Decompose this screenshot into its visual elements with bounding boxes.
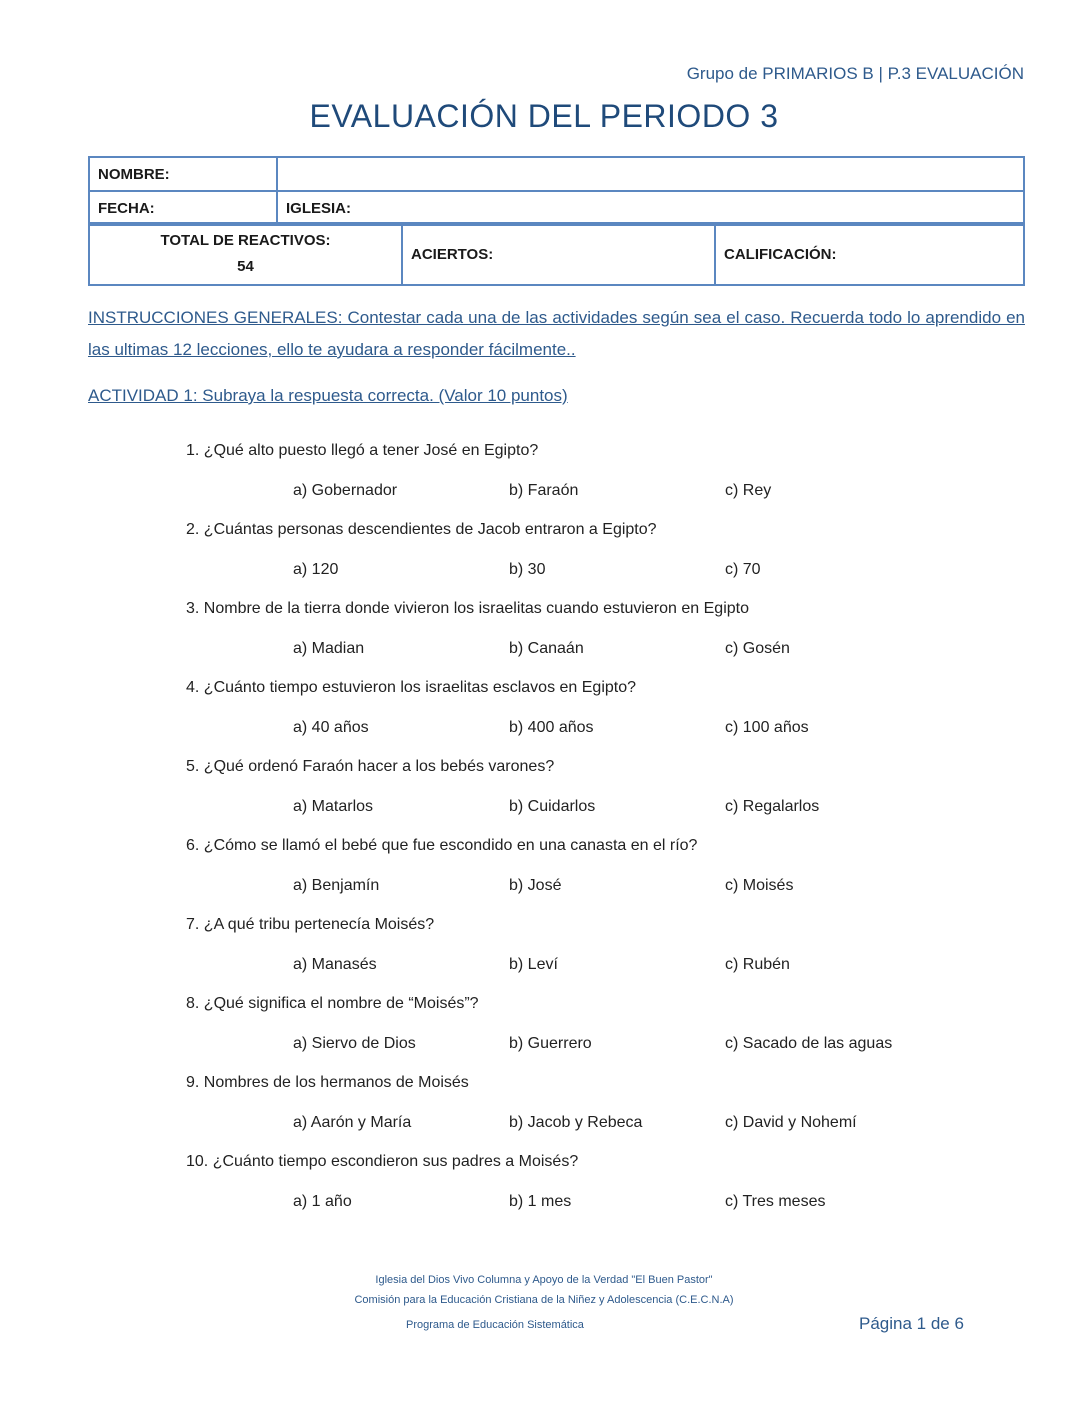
question-text: 5. ¿Qué ordenó Faraón hacer a los bebés varones?: [186, 758, 555, 775]
general-instructions: INSTRUCCIONES GENERALES: Contestar cada una de las actividades según sea el caso. Recuerda todo lo aprendido en las ultimas 12 lecciones, ello te ayudara a responder fácilmente..: [88, 308, 1025, 359]
answer-options: [186, 715, 1006, 741]
total-value: 54: [237, 258, 254, 275]
date-field[interactable]: [89, 191, 277, 225]
answer-options: [186, 478, 1006, 504]
answer-option[interactable]: a) Madian: [293, 640, 365, 657]
question-item: [186, 438, 1006, 517]
answer-option[interactable]: a) Aarón y María: [293, 1114, 412, 1131]
student-info-table: [88, 156, 1025, 226]
answer-option[interactable]: c) Regalarlos: [725, 798, 820, 815]
answer-option[interactable]: c) Rey: [725, 482, 772, 499]
grade-label: CALIFICACIÓN:: [724, 245, 837, 263]
question-text: 6. ¿Cómo se llamó el bebé que fue escondido en una canasta en el río?: [186, 837, 698, 854]
answer-option[interactable]: a) Siervo de Dios: [293, 1035, 416, 1052]
question-item: [186, 517, 1006, 596]
church-field[interactable]: [277, 191, 1024, 225]
grade-field[interactable]: [715, 223, 1024, 285]
answer-option[interactable]: a) 120: [293, 561, 339, 578]
total-cell: [89, 223, 402, 285]
question-text: 10. ¿Cuánto tiempo escondieron sus padres a Moisés?: [186, 1153, 579, 1170]
question-text: 1. ¿Qué alto puesto llegó a tener José en Egipto?: [186, 442, 539, 459]
page-number: Página 1 de 6: [859, 1314, 964, 1333]
question-text: 8. ¿Qué significa el nombre de “Moisés”?: [186, 995, 479, 1012]
answer-option[interactable]: a) Manasés: [293, 956, 377, 973]
group-label: Grupo de PRIMARIOS B | P.3 EVALUACIÓN: [686, 64, 1024, 83]
footer-commission: Comisión para la Educación Cristiana de la Niñez y Adolescencia (C.E.C.N.A): [354, 1294, 734, 1306]
question-item: [186, 675, 1006, 754]
answer-options: [186, 952, 1006, 978]
question-text: 2. ¿Cuántas personas descendientes de Jacob entraron a Egipto?: [186, 521, 657, 538]
answer-option[interactable]: a) Matarlos: [293, 798, 374, 815]
answer-option[interactable]: c) 100 años: [725, 719, 809, 736]
name-field[interactable]: [277, 157, 1024, 191]
answer-option[interactable]: c) Moisés: [725, 877, 794, 894]
question-list: [186, 438, 1006, 1228]
question-item: [186, 596, 1006, 675]
answer-option[interactable]: c) Rubén: [725, 956, 790, 973]
answer-options: [186, 636, 1006, 662]
date-label: FECHA:: [98, 199, 155, 217]
question-item: [186, 991, 1006, 1070]
answer-option[interactable]: b) Jacob y Rebeca: [509, 1114, 643, 1131]
question-item: [186, 833, 1006, 912]
answer-option[interactable]: c) David y Nohemí: [725, 1114, 857, 1131]
answer-options: [186, 794, 1006, 820]
question-item: [186, 1149, 1006, 1228]
answer-option[interactable]: b) Canaán: [509, 640, 584, 657]
score-table: [88, 222, 1025, 286]
question-text: 7. ¿A qué tribu pertenecía Moisés?: [186, 916, 435, 933]
footer-church: Iglesia del Dios Vivo Columna y Apoyo de la Verdad "El Buen Pastor": [375, 1274, 713, 1286]
answer-option[interactable]: b) 400 años: [509, 719, 594, 736]
church-label: IGLESIA:: [286, 199, 352, 217]
answer-option[interactable]: b) 1 mes: [509, 1193, 572, 1210]
correct-field[interactable]: [402, 223, 715, 285]
answer-option[interactable]: a) 1 año: [293, 1193, 352, 1210]
answer-options: [186, 1110, 1006, 1136]
answer-option[interactable]: c) Tres meses: [725, 1193, 826, 1210]
answer-option[interactable]: b) José: [509, 877, 562, 894]
answer-option[interactable]: b) Guerrero: [509, 1035, 592, 1052]
correct-label: ACIERTOS:: [411, 245, 494, 263]
answer-option[interactable]: b) Leví: [509, 956, 558, 973]
page-title: EVALUACIÓN DEL PERIODO 3: [309, 98, 779, 134]
answer-option[interactable]: b) Cuidarlos: [509, 798, 596, 815]
question-text: 9. Nombres de los hermanos de Moisés: [186, 1074, 469, 1091]
activity-1-title: ACTIVIDAD 1: Subraya la respuesta correcta. (Valor 10 puntos): [88, 386, 568, 405]
answer-options: [186, 1031, 1006, 1057]
answer-options: [186, 873, 1006, 899]
footer-program: Programa de Educación Sistemática: [406, 1319, 584, 1331]
total-label: TOTAL DE REACTIVOS:: [160, 232, 331, 249]
answer-option[interactable]: a) Benjamín: [293, 877, 380, 894]
question-text: 3. Nombre de la tierra donde vivieron los israelitas cuando estuvieron en Egipto: [186, 600, 749, 617]
question-item: [186, 912, 1006, 991]
question-item: [186, 754, 1006, 833]
answer-option[interactable]: c) 70: [725, 561, 761, 578]
answer-option[interactable]: c) Gosén: [725, 640, 790, 657]
answer-option[interactable]: a) Gobernador: [293, 482, 398, 499]
name-label: NOMBRE:: [89, 157, 277, 191]
answer-options: [186, 1189, 1006, 1215]
question-item: [186, 1070, 1006, 1149]
answer-options: [186, 557, 1006, 583]
question-text: 4. ¿Cuánto tiempo estuvieron los israelitas esclavos en Egipto?: [186, 679, 637, 696]
answer-option[interactable]: c) Sacado de las aguas: [725, 1035, 893, 1052]
answer-option[interactable]: b) 30: [509, 561, 546, 578]
answer-option[interactable]: a) 40 años: [293, 719, 369, 736]
answer-option[interactable]: b) Faraón: [509, 482, 579, 499]
